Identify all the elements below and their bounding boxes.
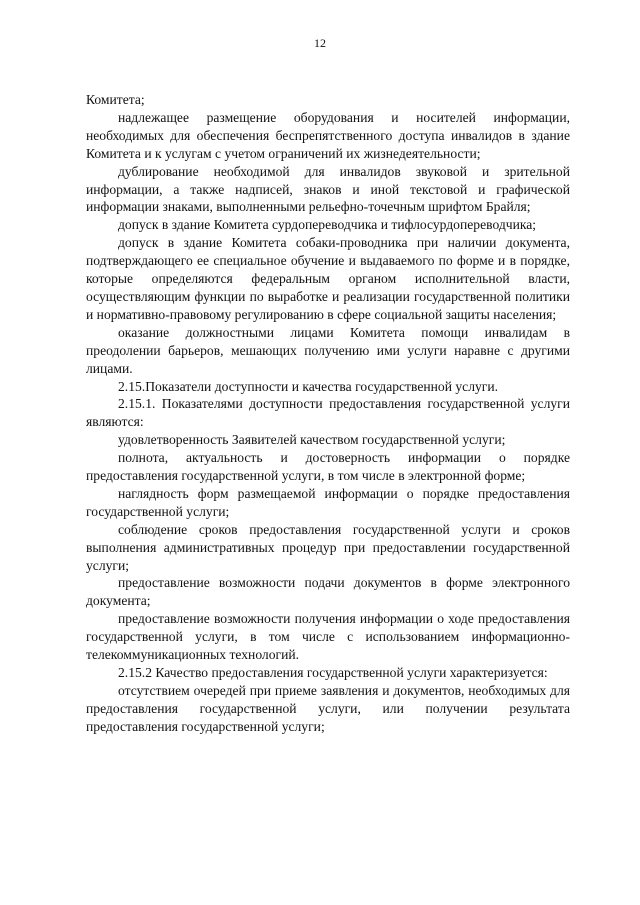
section-heading-2-15-1: 2.15.1. Показателями доступности предоставления государственной услуги являются: [86, 396, 570, 430]
section-heading-2-15: 2.15.Показатели доступности и качества государственной услуги. [118, 378, 499, 394]
list-item-progress-information: предоставление возможности получения информации о ходе предоставления государственной услуги, в том числе с использованием информационно-телекоммуникационных технологий. [86, 611, 570, 663]
paragraph-continuation: Комитета; [86, 92, 145, 107]
list-item-information-completeness: полнота, актуальность и достоверность информации о порядке предоставления государственной услуги, в том числе в электронной форме; [86, 450, 570, 484]
document-body [86, 91, 570, 736]
page-number: 12 [314, 36, 326, 50]
paragraph-sign-interpreter-access: допуск в здание Комитета сурдопереводчика и тифлосурдопереводчика; [118, 217, 537, 233]
paragraph-equipment-placement: надлежащее размещение оборудования и носителей информации, необходимых для обеспечения беспрепятственного доступа инвалидов в здание Комитета и к услугам с учетом ограничений их жизнедеятельности; [86, 109, 570, 161]
list-item-electronic-submission: предоставление возможности подачи документов в форме электронного документа; [86, 575, 570, 609]
list-item-no-queues: отсутствием очередей при приеме заявления и документов, необходимых для предоставления государственной услуги, или получении результата предоставления государственной услуги; [86, 682, 570, 734]
list-item-deadline-compliance: соблюдение сроков предоставления государственной услуги и сроков выполнения административных процедур при предоставлении государственной услуги; [86, 521, 570, 573]
section-heading-2-15-2: 2.15.2 Качество предоставления государственной услуги характеризуется: [118, 665, 548, 680]
list-item-satisfaction: удовлетворенность Заявителей качеством государственной услуги; [118, 432, 506, 448]
paragraph-staff-assistance: оказание должностными лицами Комитета помощи инвалидам в преодолении барьеров, мешающих получению ими услуги наравне с другими лицами. [86, 324, 570, 376]
paragraph-information-duplication: дублирование необходимой для инвалидов звуковой и зрительной информации, а также надписей, знаков и иной текстовой и графической информации знаками, выполненными рельефно-точечным шрифтом Брайля; [86, 163, 570, 215]
paragraph-guide-dog-access: допуск в здание Комитета собаки-проводника при наличии документа, подтверждающего ее специальное обучение и выдаваемого по форме и в порядке, которые определяются федеральным органом исполнительной власти, осуществляющим функции по выработке и реализации государственной политики и нормативно-правовому регулированию в сфере социальной защиты населения; [86, 235, 570, 322]
list-item-information-clarity: наглядность форм размещаемой информации о порядке предоставления государственной услуги; [86, 485, 570, 519]
